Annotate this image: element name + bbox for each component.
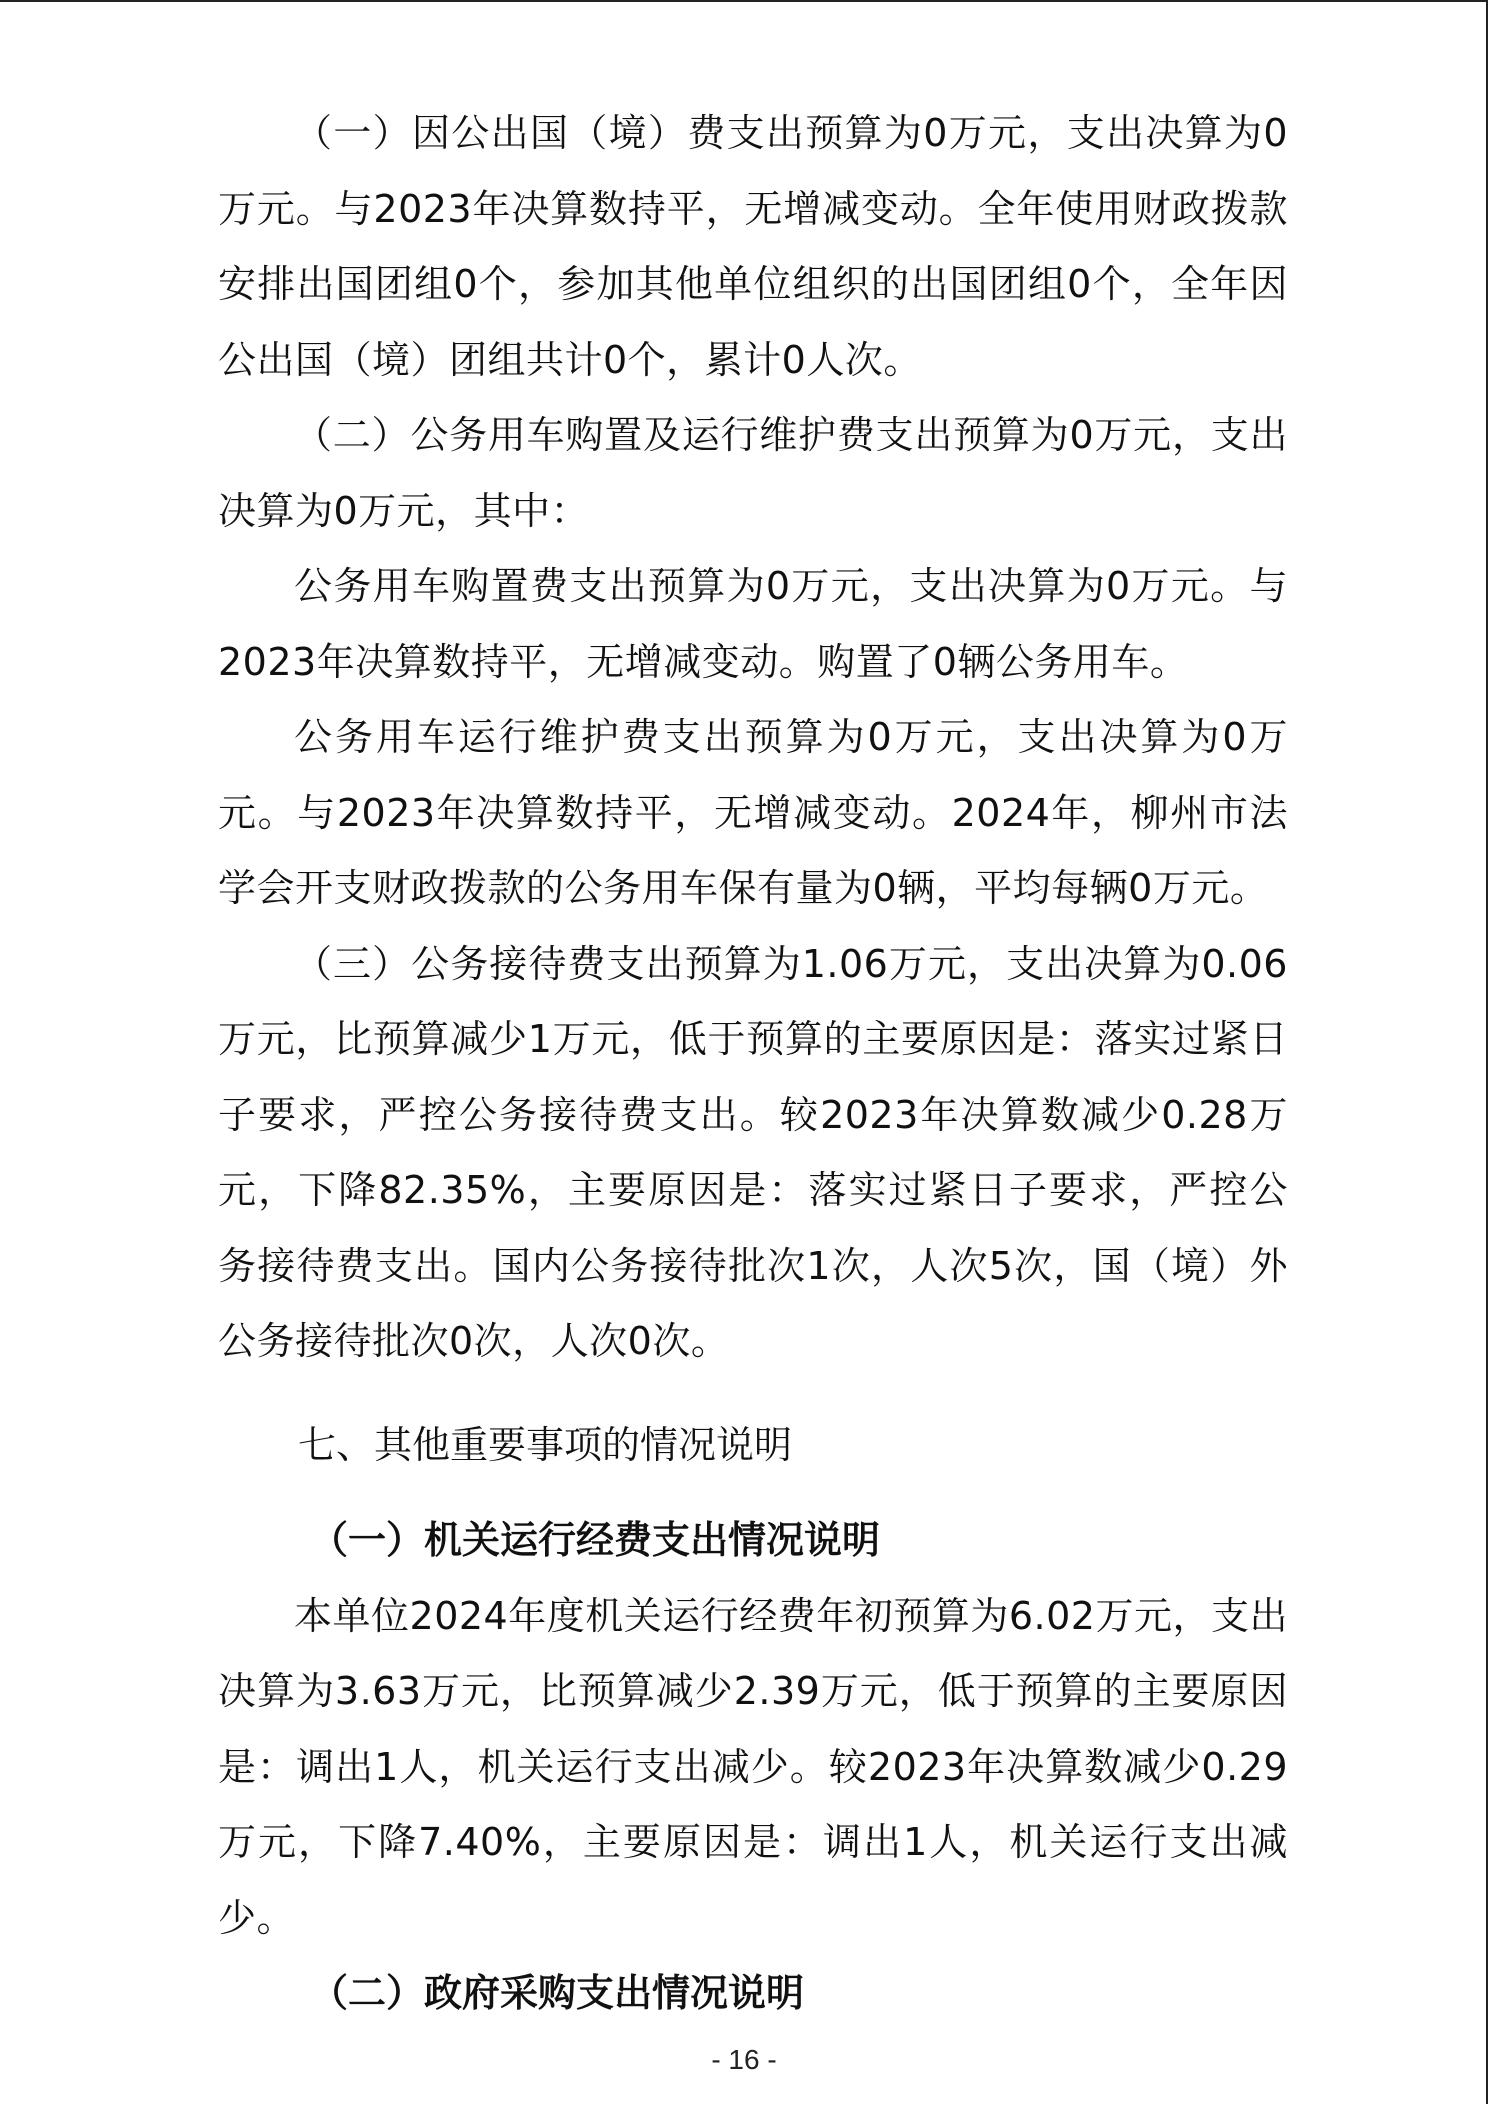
page-number: - 16 -	[711, 2044, 777, 2075]
paragraph-overseas-travel: （一）因公出国（境）费支出预算为0万元，支出决算为0万元。与2023年决算数持平，无增减变动。全年使用财政拨款安排出国团组0个，参加其他单位组织的出国团组0个，全年因公出国（境）团组共计0个，累计0人次。	[218, 111, 1288, 382]
paragraph-official-vehicles: （二）公务用车购置及运行维护费支出预算为0万元，支出决算为0万元，其中：	[218, 413, 1288, 533]
paragraph-official-reception: （三）公务接待费支出预算为1.06万元，支出决算为0.06万元，比预算减少1万元，低于预算的主要原因是：落实过紧日子要求，严控公务接待费支出。较2023年决算数减少0.28万元，下降82.35%，主要原因是：落实过紧日子要求，严控公务接待费支出。国内公务接待批次1次，人次5次，国（境）外公务接待批次0次，人次0次。	[218, 941, 1288, 1363]
section-heading-other-matters: 七、其他重要事项的情况说明	[298, 1422, 793, 1467]
paragraph-vehicle-purchase: 公务用车购置费支出预算为0万元，支出决算为0万元。与2023年决算数持平，无增减变动。购置了0辆公务用车。	[218, 564, 1288, 684]
document-body	[218, 96, 1288, 2032]
subsection-heading-procurement: （二）政府采购支出情况说明	[310, 1971, 805, 2015]
paragraph-operating-expenses: 本单位2024年度机关运行经费年初预算为6.02万元，支出决算为3.63万元，比预算减少2.39万元，低于预算的主要原因是：调出1人，机关运行支出减少。较2023年决算数减少0.29万元，下降7.40%，主要原因是：调出1人，机关运行支出减少。	[218, 1593, 1288, 1940]
subsection-heading-operating-expenses: （一）机关运行经费支出情况说明	[310, 1518, 881, 1562]
paragraph-vehicle-maintenance: 公务用车运行维护费支出预算为0万元，支出决算为0万元。与2023年决算数持平，无增减变动。2024年，柳州市法学会开支财政拨款的公务用车保有量为0辆，平均每辆0万元。	[218, 715, 1288, 910]
